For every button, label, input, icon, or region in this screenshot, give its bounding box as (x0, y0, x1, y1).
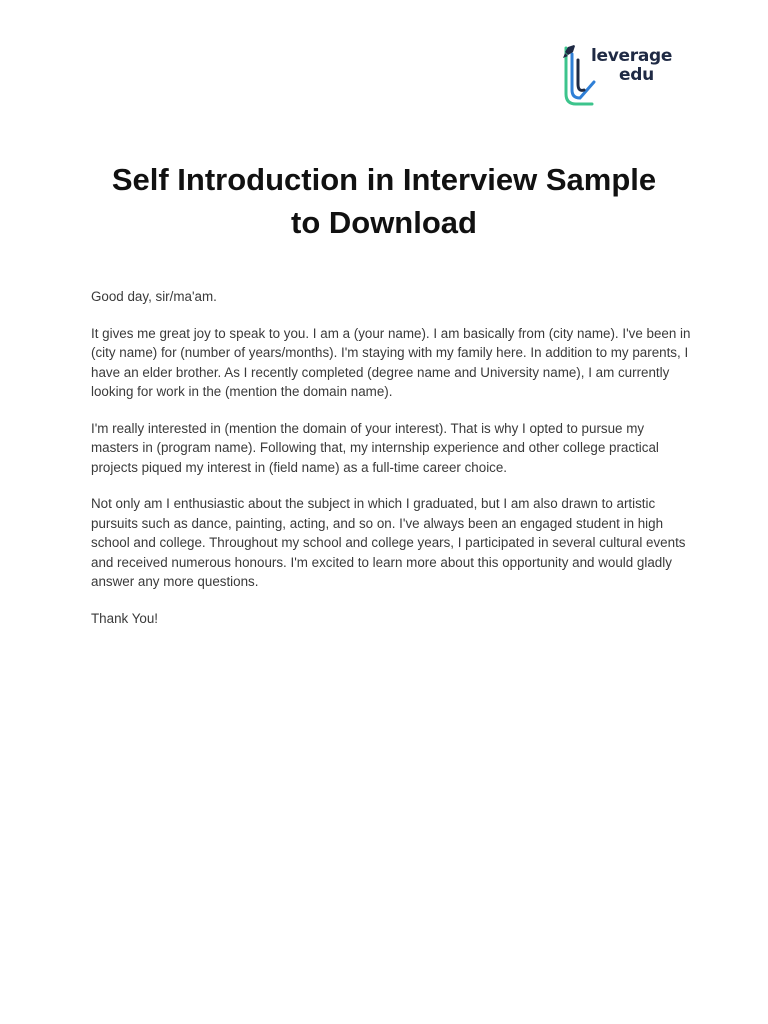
document-title-line-1: Self Introduction in Interview Sample (111, 162, 657, 197)
rocket-icon (562, 44, 576, 60)
hobbies-paragraph: Not only am I enthusiastic about the subject in which I graduated, but I am also drawn to artistic pursuits such as dance, painting, acting, and so on. I've always been an engaged student in high school and college. Throughout my school and college years, I participated in several cultural events and received numerous honours. I'm excited to learn more about this opportunity and would gladly answer any more questions. (91, 496, 686, 589)
interest-paragraph: I'm really interested in (mention the domain of your interest). That is why I opted to pursue my masters in (program name). Following that, my internship experience and other college practical projects piqued my interest in (field name) as a full-time career choice. (91, 420, 659, 475)
greeting-paragraph: Good day, sir/ma'am. (91, 289, 217, 304)
logo-text-edu: edu (619, 65, 654, 85)
closing-paragraph: Thank You! (91, 610, 159, 626)
intro-paragraph: It gives me great joy to speak to you. I am a (your name). I am basically from (city name). I've been in (city name) for (number of years/months). I'm staying with my family here. In addition to my parents, I have an elder brother. As I recently completed (degree name and University name), I am currently looking for work in the (mention the domain name). (91, 325, 691, 399)
leverage-edu-logo (562, 44, 682, 108)
document-body (91, 287, 691, 645)
document-title-line-2: to Download (291, 205, 477, 240)
logo-text-leverage: leverage (591, 46, 673, 66)
document-title (60, 158, 708, 244)
